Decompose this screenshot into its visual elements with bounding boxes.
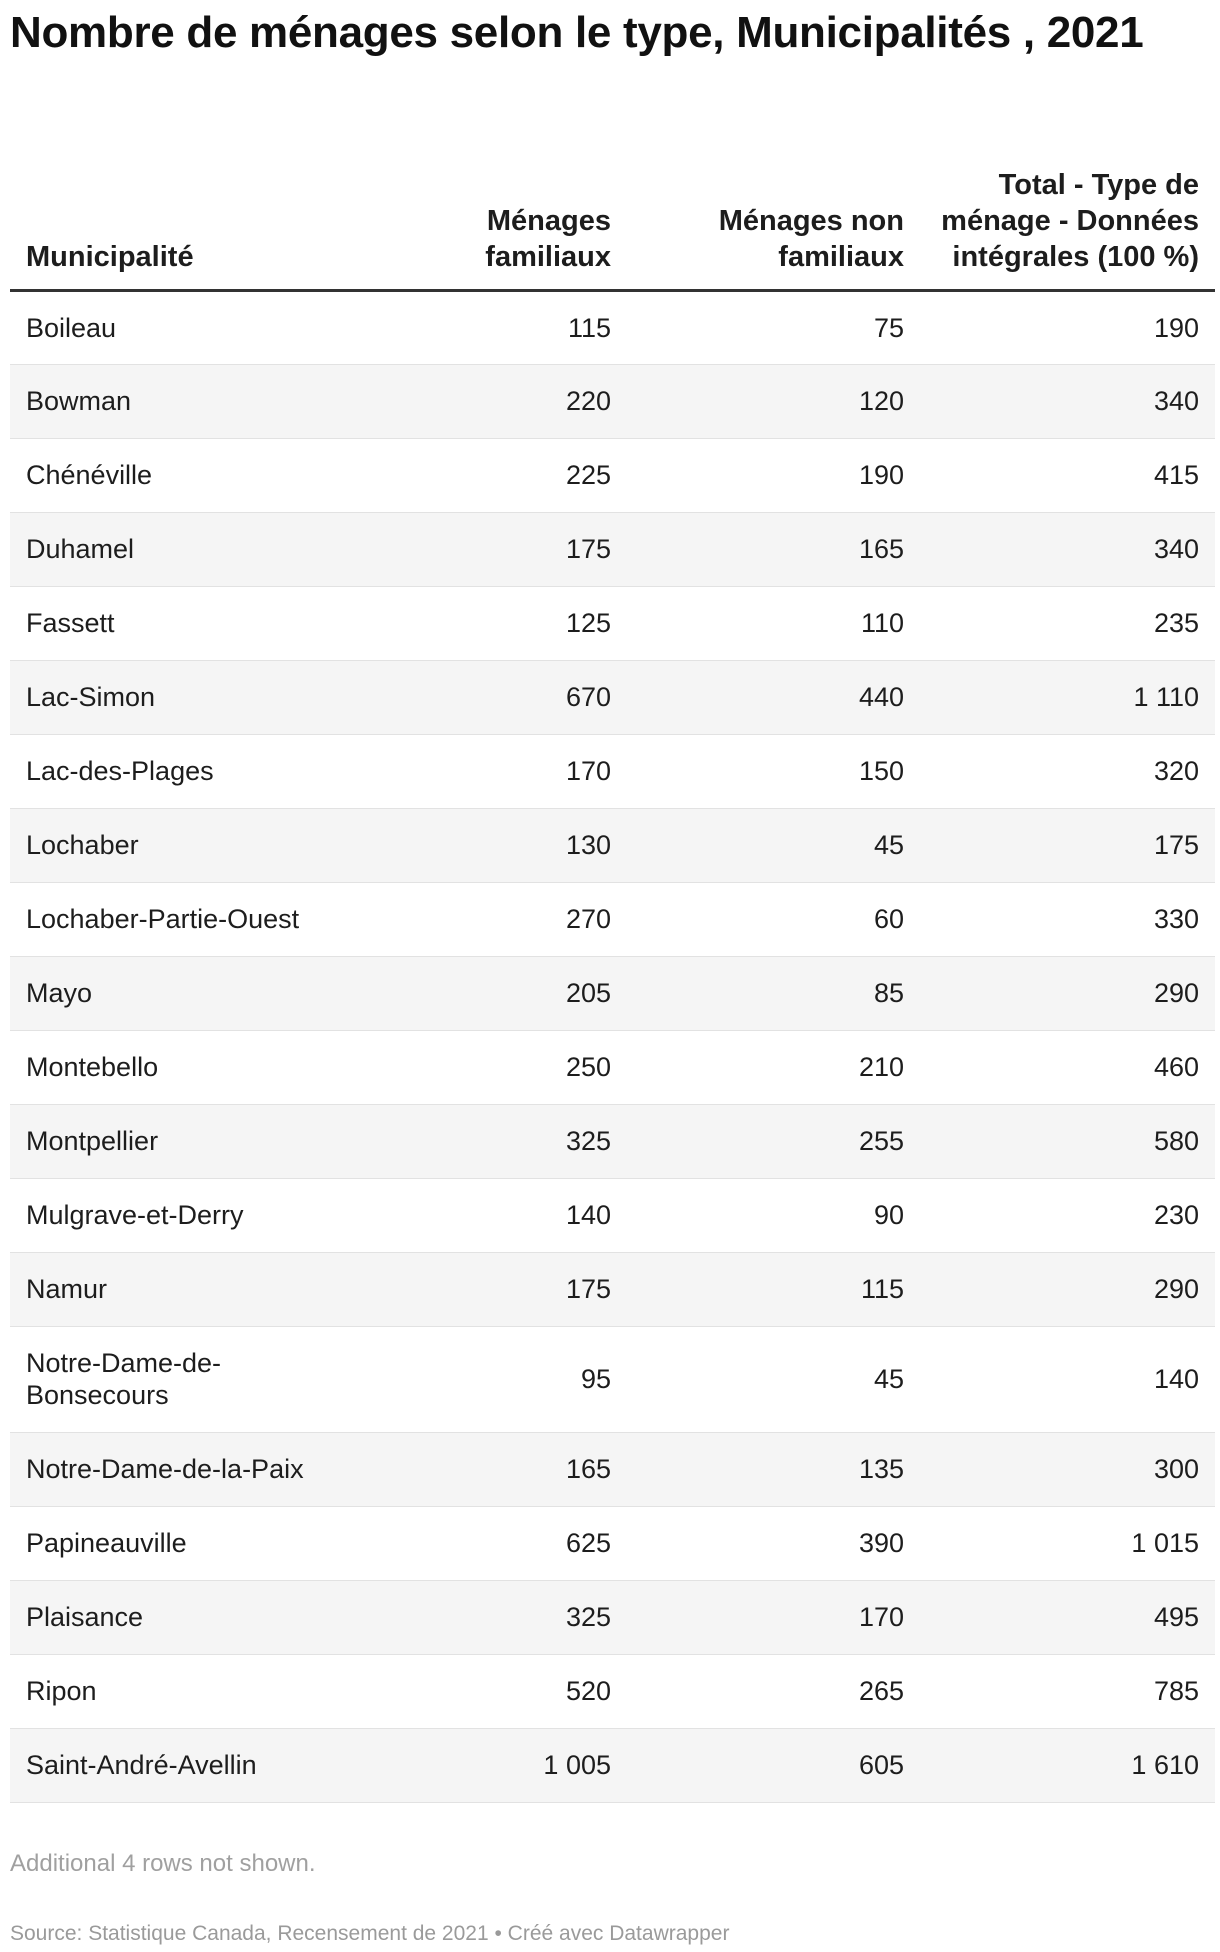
- table-row: [10, 882, 1215, 956]
- cell-total: 140: [920, 1326, 1215, 1432]
- cell-familiaux: 270: [350, 882, 627, 956]
- table-row: [10, 956, 1215, 1030]
- cell-total: 235: [920, 586, 1215, 660]
- cell-municipalite: Mayo: [10, 956, 350, 1030]
- column-header-non-familiaux[interactable]: Ménages non familiaux: [627, 110, 920, 290]
- cell-municipalite: Chénéville: [10, 438, 350, 512]
- table-row: [10, 438, 1215, 512]
- cell-non-familiaux: 190: [627, 438, 920, 512]
- table-body: [10, 290, 1215, 1802]
- cell-familiaux: 115: [350, 290, 627, 364]
- cell-familiaux: 140: [350, 1178, 627, 1252]
- cell-total: 1 015: [920, 1506, 1215, 1580]
- cell-non-familiaux: 75: [627, 290, 920, 364]
- cell-non-familiaux: 45: [627, 808, 920, 882]
- cell-total: 340: [920, 364, 1215, 438]
- cell-municipalite: Namur: [10, 1252, 350, 1326]
- cell-total: 320: [920, 734, 1215, 808]
- header-row: [10, 110, 1215, 290]
- table-row: [10, 586, 1215, 660]
- cell-non-familiaux: 60: [627, 882, 920, 956]
- table-row: [10, 1252, 1215, 1326]
- cell-municipalite: Montpellier: [10, 1104, 350, 1178]
- cell-municipalite: Mulgrave-et-Derry: [10, 1178, 350, 1252]
- cell-municipalite: Papineauville: [10, 1506, 350, 1580]
- table-row: [10, 1104, 1215, 1178]
- cell-municipalite: Notre-Dame-de-la-Paix: [10, 1432, 350, 1506]
- cell-non-familiaux: 90: [627, 1178, 920, 1252]
- cell-familiaux: 125: [350, 586, 627, 660]
- cell-familiaux: 520: [350, 1654, 627, 1728]
- cell-total: 230: [920, 1178, 1215, 1252]
- cell-familiaux: 130: [350, 808, 627, 882]
- cell-total: 290: [920, 1252, 1215, 1326]
- cell-familiaux: 95: [350, 1326, 627, 1432]
- cell-familiaux: 220: [350, 364, 627, 438]
- table-row: [10, 290, 1215, 364]
- cell-familiaux: 625: [350, 1506, 627, 1580]
- chart-title: Nombre de ménages selon le type, Municipalités , 2021: [10, 8, 1144, 57]
- cell-municipalite: Lac-des-Plages: [10, 734, 350, 808]
- column-header-total[interactable]: Total - Type de ménage - Données intégrales (100 %): [920, 110, 1215, 290]
- table-row: [10, 660, 1215, 734]
- cell-municipalite: Lac-Simon: [10, 660, 350, 734]
- cell-familiaux: 165: [350, 1432, 627, 1506]
- cell-familiaux: 325: [350, 1104, 627, 1178]
- cell-municipalite: Boileau: [10, 290, 350, 364]
- table-row: [10, 1432, 1215, 1506]
- cell-non-familiaux: 85: [627, 956, 920, 1030]
- table-row: [10, 1326, 1215, 1432]
- table-row: [10, 364, 1215, 438]
- table-row: [10, 734, 1215, 808]
- table-row: [10, 808, 1215, 882]
- cell-total: 290: [920, 956, 1215, 1030]
- table-row: [10, 1580, 1215, 1654]
- cell-total: 340: [920, 512, 1215, 586]
- cell-total: 1 110: [920, 660, 1215, 734]
- cell-municipalite: Bowman: [10, 364, 350, 438]
- cell-municipalite: Saint-André-Avellin: [10, 1728, 350, 1802]
- cell-municipalite: Duhamel: [10, 512, 350, 586]
- cell-familiaux: 225: [350, 438, 627, 512]
- cell-non-familiaux: 165: [627, 512, 920, 586]
- table-row: [10, 512, 1215, 586]
- cell-municipalite: Plaisance: [10, 1580, 350, 1654]
- column-header-municipalite[interactable]: Municipalité: [10, 110, 350, 290]
- cell-total: 495: [920, 1580, 1215, 1654]
- cell-total: 415: [920, 438, 1215, 512]
- cell-familiaux: 670: [350, 660, 627, 734]
- cell-municipalite: Fassett: [10, 586, 350, 660]
- cell-familiaux: 205: [350, 956, 627, 1030]
- cell-non-familiaux: 150: [627, 734, 920, 808]
- rows-not-shown-note: Additional 4 rows not shown.: [10, 1850, 316, 1877]
- cell-familiaux: 175: [350, 1252, 627, 1326]
- cell-non-familiaux: 115: [627, 1252, 920, 1326]
- cell-non-familiaux: 440: [627, 660, 920, 734]
- cell-non-familiaux: 390: [627, 1506, 920, 1580]
- cell-total: 1 610: [920, 1728, 1215, 1802]
- cell-municipalite: Ripon: [10, 1654, 350, 1728]
- table-row: [10, 1728, 1215, 1802]
- cell-non-familiaux: 120: [627, 364, 920, 438]
- table-row: [10, 1030, 1215, 1104]
- cell-municipalite: Montebello: [10, 1030, 350, 1104]
- cell-non-familiaux: 135: [627, 1432, 920, 1506]
- cell-total: 300: [920, 1432, 1215, 1506]
- data-table: [10, 110, 1215, 1803]
- table-row: [10, 1654, 1215, 1728]
- cell-non-familiaux: 265: [627, 1654, 920, 1728]
- cell-total: 785: [920, 1654, 1215, 1728]
- cell-total: 175: [920, 808, 1215, 882]
- cell-non-familiaux: 170: [627, 1580, 920, 1654]
- cell-non-familiaux: 255: [627, 1104, 920, 1178]
- cell-familiaux: 175: [350, 512, 627, 586]
- cell-non-familiaux: 605: [627, 1728, 920, 1802]
- cell-familiaux: 325: [350, 1580, 627, 1654]
- cell-non-familiaux: 45: [627, 1326, 920, 1432]
- cell-familiaux: 1 005: [350, 1728, 627, 1802]
- cell-total: 330: [920, 882, 1215, 956]
- table-row: [10, 1506, 1215, 1580]
- cell-total: 580: [920, 1104, 1215, 1178]
- cell-municipalite: Notre-Dame-de-Bonsecours: [10, 1326, 350, 1432]
- column-header-familiaux[interactable]: Ménages familiaux: [350, 110, 627, 290]
- cell-total: 190: [920, 290, 1215, 364]
- cell-familiaux: 170: [350, 734, 627, 808]
- table-row: [10, 1178, 1215, 1252]
- source-credit: Source: Statistique Canada, Recensement de 2021 • Créé avec Datawrapper: [10, 1922, 730, 1945]
- cell-non-familiaux: 210: [627, 1030, 920, 1104]
- cell-municipalite: Lochaber-Partie-Ouest: [10, 882, 350, 956]
- cell-familiaux: 250: [350, 1030, 627, 1104]
- cell-municipalite: Lochaber: [10, 808, 350, 882]
- cell-total: 460: [920, 1030, 1215, 1104]
- cell-non-familiaux: 110: [627, 586, 920, 660]
